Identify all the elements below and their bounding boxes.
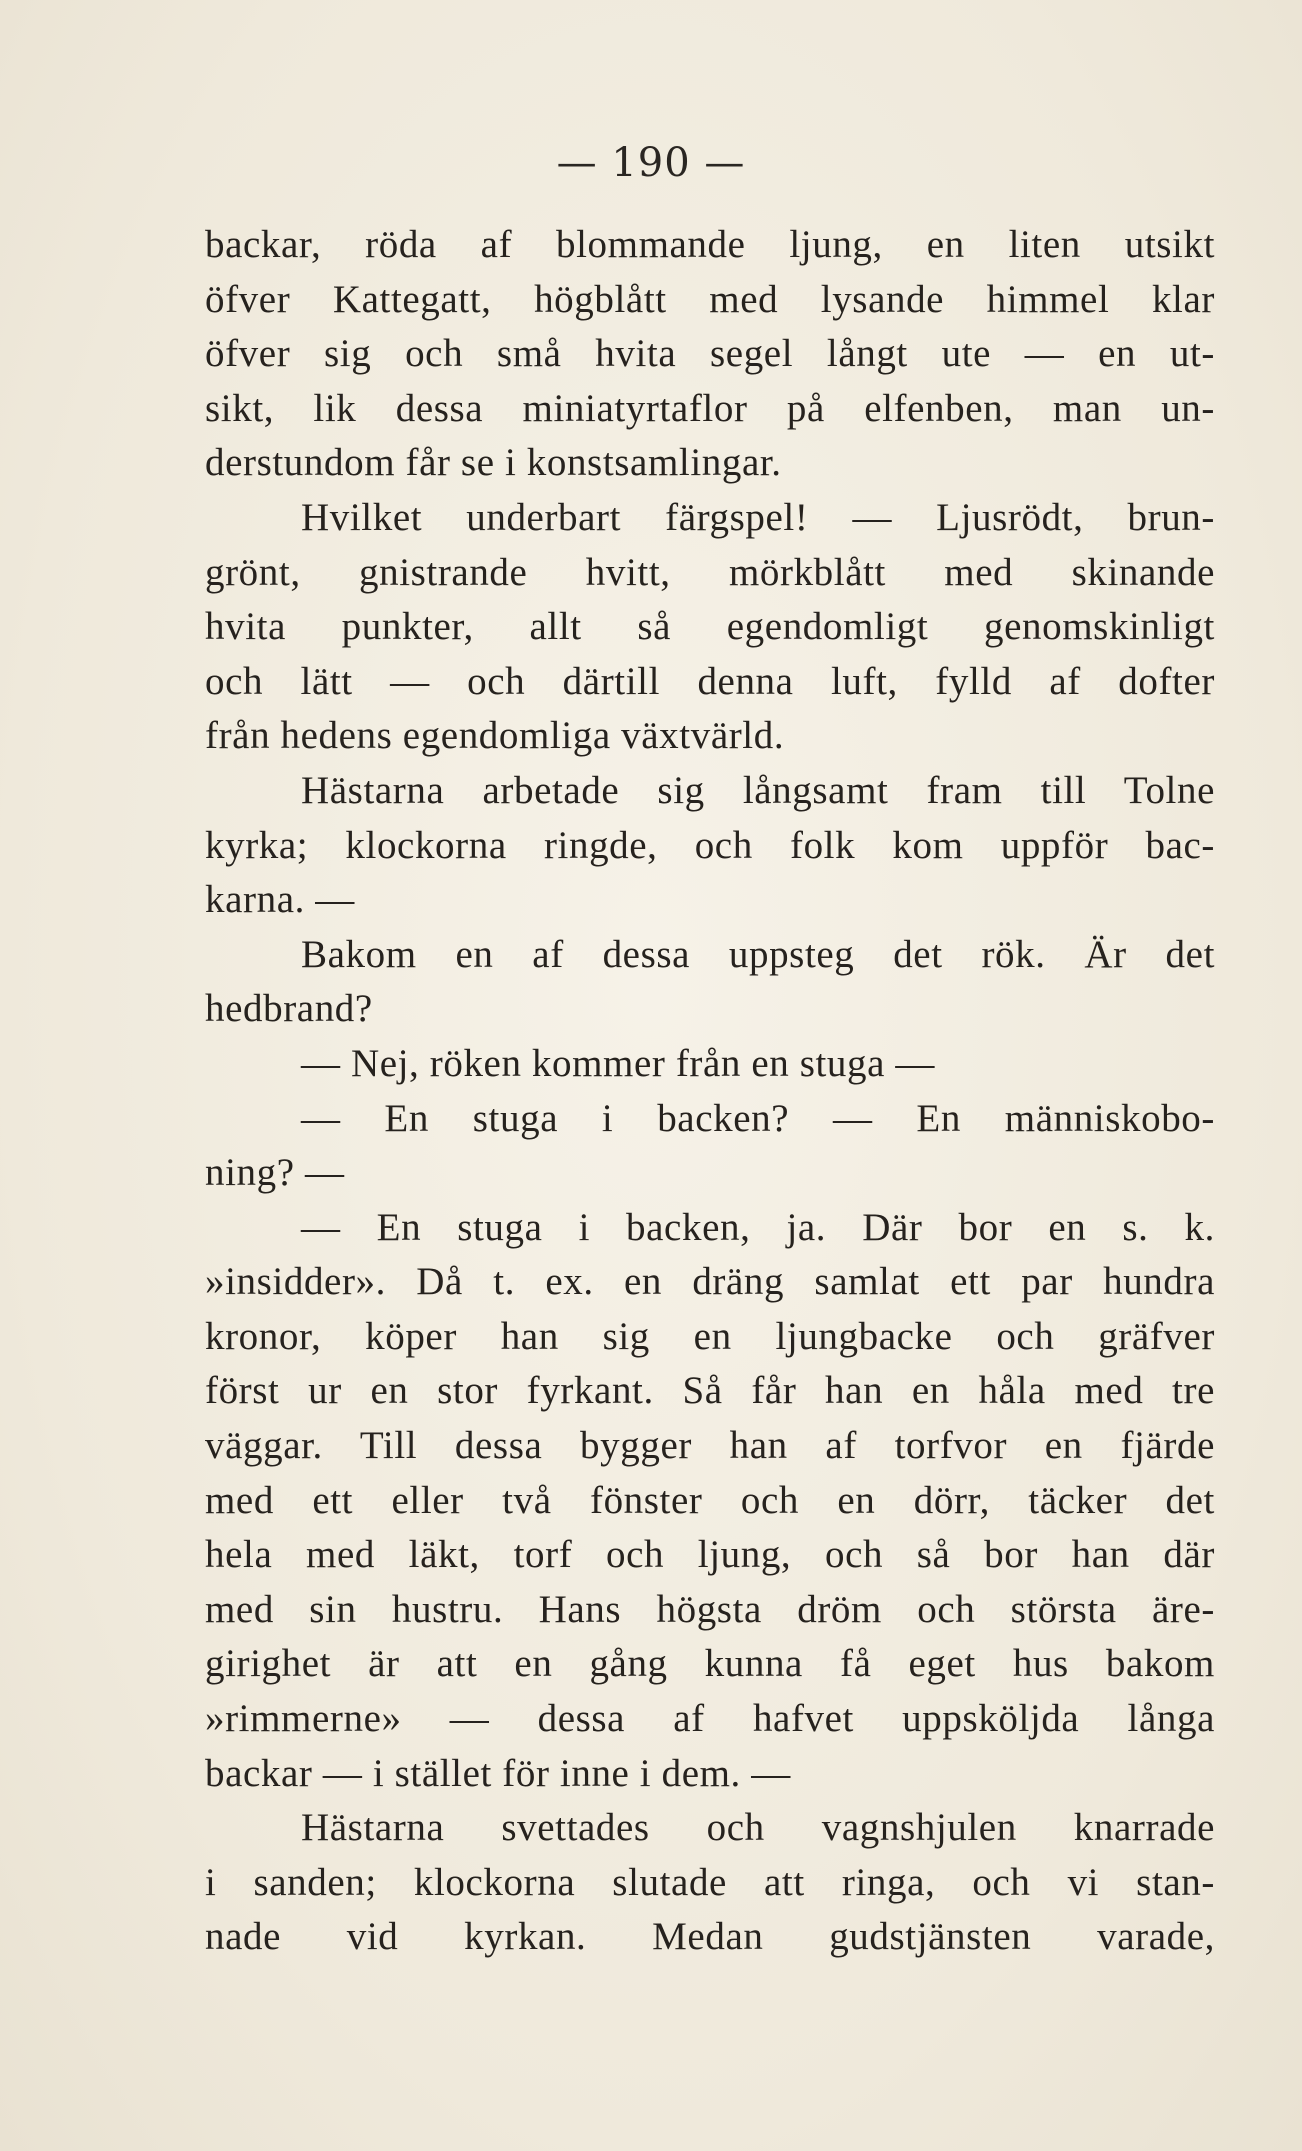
text-line: ning? — [205, 1151, 345, 1195]
text-line: och lätt — och därtill denna luft, fylld af dofter [205, 659, 1215, 703]
text-line: från hedens egendomliga växtvärld. [205, 714, 785, 758]
text-line: karna. — [205, 878, 355, 922]
text-line: hedbrand? [205, 987, 373, 1031]
text-line: Hästarna arbetade sig långsamt fram till Tolne [301, 768, 1215, 812]
text-line: öfver Kattegatt, högblått med lysande himmel klar [205, 277, 1215, 321]
text-line: väggar. Till dessa bygger han af torfvor en fjärde [205, 1424, 1215, 1468]
text-line: — Nej, röken kommer från en stuga — [301, 1041, 935, 1085]
text-line: först ur en stor fyrkant. Så får han en håla med tre [205, 1369, 1215, 1413]
text-line: kyrka; klockorna ringde, och folk kom uppför bac- [205, 823, 1215, 867]
body-text [205, 218, 1215, 1965]
text-line: kronor, köper han sig en ljungbacke och gräfver [205, 1314, 1215, 1358]
text-line: Hästarna svettades och vagnshjulen knarrade [301, 1806, 1215, 1850]
text-line: hvita punkter, allt så egendomligt genomskinligt [205, 605, 1215, 649]
text-line: hela med läkt, torf och ljung, och så bor han där [205, 1533, 1215, 1577]
text-line: backar, röda af blommande ljung, en liten utsikt [205, 223, 1215, 266]
text-line: Hvilket underbart färgspel! — Ljusrödt, brun- [301, 495, 1215, 539]
text-line: i sanden; klockorna slutade att ringa, och vi stan- [205, 1860, 1215, 1904]
text-line: nade vid kyrkan. Medan gudstjänsten varade, [205, 1915, 1215, 1959]
text-line: öfver sig och små hvita segel långt ute — en ut- [205, 332, 1215, 376]
text-line: derstundom får se i konstsamlingar. [205, 441, 782, 485]
text-line: »rimmerne» — dessa af hafvet uppsköljda långa [205, 1697, 1215, 1741]
text-line: — En stuga i backen, ja. Där bor en s. k. [301, 1205, 1215, 1249]
text-line: »insidder». Då t. ex. en dräng samlat ett par hundra [205, 1260, 1215, 1304]
text-line: girighet är att en gång kunna få eget hus bakom [205, 1642, 1215, 1686]
text-line: med ett eller två fönster och en dörr, täcker det [205, 1478, 1215, 1522]
text-line: med sin hustru. Hans högsta dröm och största äre- [205, 1587, 1215, 1631]
text-line: sikt, lik dessa miniatyrtaflor på elfenben, man un- [205, 386, 1215, 430]
text-line: Bakom en af dessa uppsteg det rök. Är det [301, 932, 1215, 976]
page-number: — 190 — [556, 140, 746, 186]
text-line: backar — i stället för inne i dem. — [205, 1751, 791, 1795]
text-line: — En stuga i backen? — En människobo- [301, 1096, 1215, 1140]
text-line: grönt, gnistrande hvitt, mörkblått med skinande [205, 550, 1215, 594]
